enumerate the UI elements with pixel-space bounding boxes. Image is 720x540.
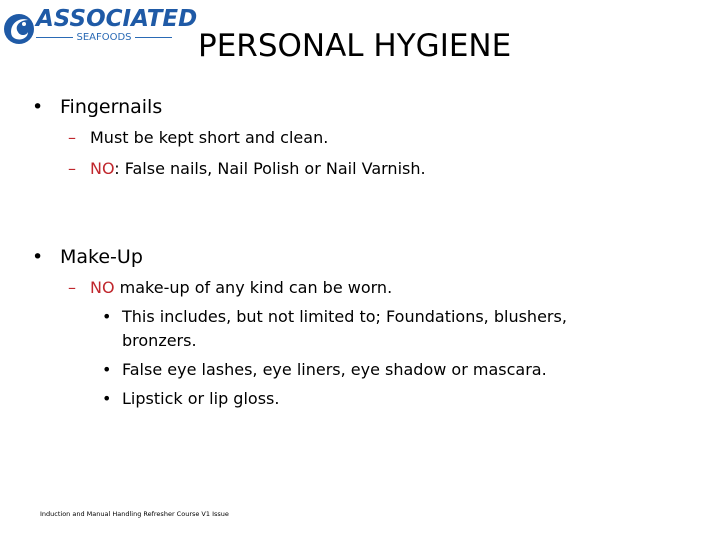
slide-title: PERSONAL HYGIENE (198, 28, 512, 64)
sub-item-text: False eye lashes, eye liners, eye shadow or mascara. (122, 360, 547, 379)
item-highlight: NO (90, 278, 115, 297)
logo-subtitle (36, 32, 172, 43)
heading-text: Fingernails (60, 96, 163, 118)
item-text: : False nails, Nail Polish or Nail Varnish. (114, 159, 426, 178)
sub-item-text: Lipstick or lip gloss. (122, 389, 280, 408)
logo-rule-right (135, 37, 172, 38)
bullet-icon: • (32, 96, 44, 118)
list-item (68, 158, 426, 180)
bullet-icon: • (32, 246, 44, 268)
item-highlight: NO (90, 159, 115, 178)
heading-text: Make-Up (60, 246, 143, 268)
sub-list-item (102, 305, 572, 353)
dash-icon: – (68, 278, 76, 297)
list-item (68, 127, 328, 149)
item-text: make-up of any kind can be worn. (114, 278, 393, 297)
sub-list-item (102, 358, 602, 382)
logo-name: ASSOCIATED (36, 6, 198, 32)
section-heading-makeup (32, 245, 143, 269)
sub-item-text: This includes, but not limited to; Foundations, blushers, bronzers. (122, 307, 567, 350)
dash-icon: – (68, 128, 76, 147)
logo-sub-text: SEAFOODS (76, 32, 132, 43)
logo-rule-left (36, 37, 73, 38)
fish-swirl-icon (2, 6, 36, 52)
bullet-icon: • (102, 307, 112, 326)
bullet-icon: • (102, 360, 112, 379)
item-text: Must be kept short and clean. (90, 128, 329, 147)
list-item (68, 277, 392, 299)
footer-text: Induction and Manual Handling Refresher Course V1 Issue (40, 510, 229, 518)
sub-list-item (102, 387, 602, 411)
dash-icon: – (68, 159, 76, 178)
section-heading-fingernails (32, 95, 162, 119)
bullet-icon: • (102, 389, 112, 408)
company-logo (2, 4, 198, 52)
